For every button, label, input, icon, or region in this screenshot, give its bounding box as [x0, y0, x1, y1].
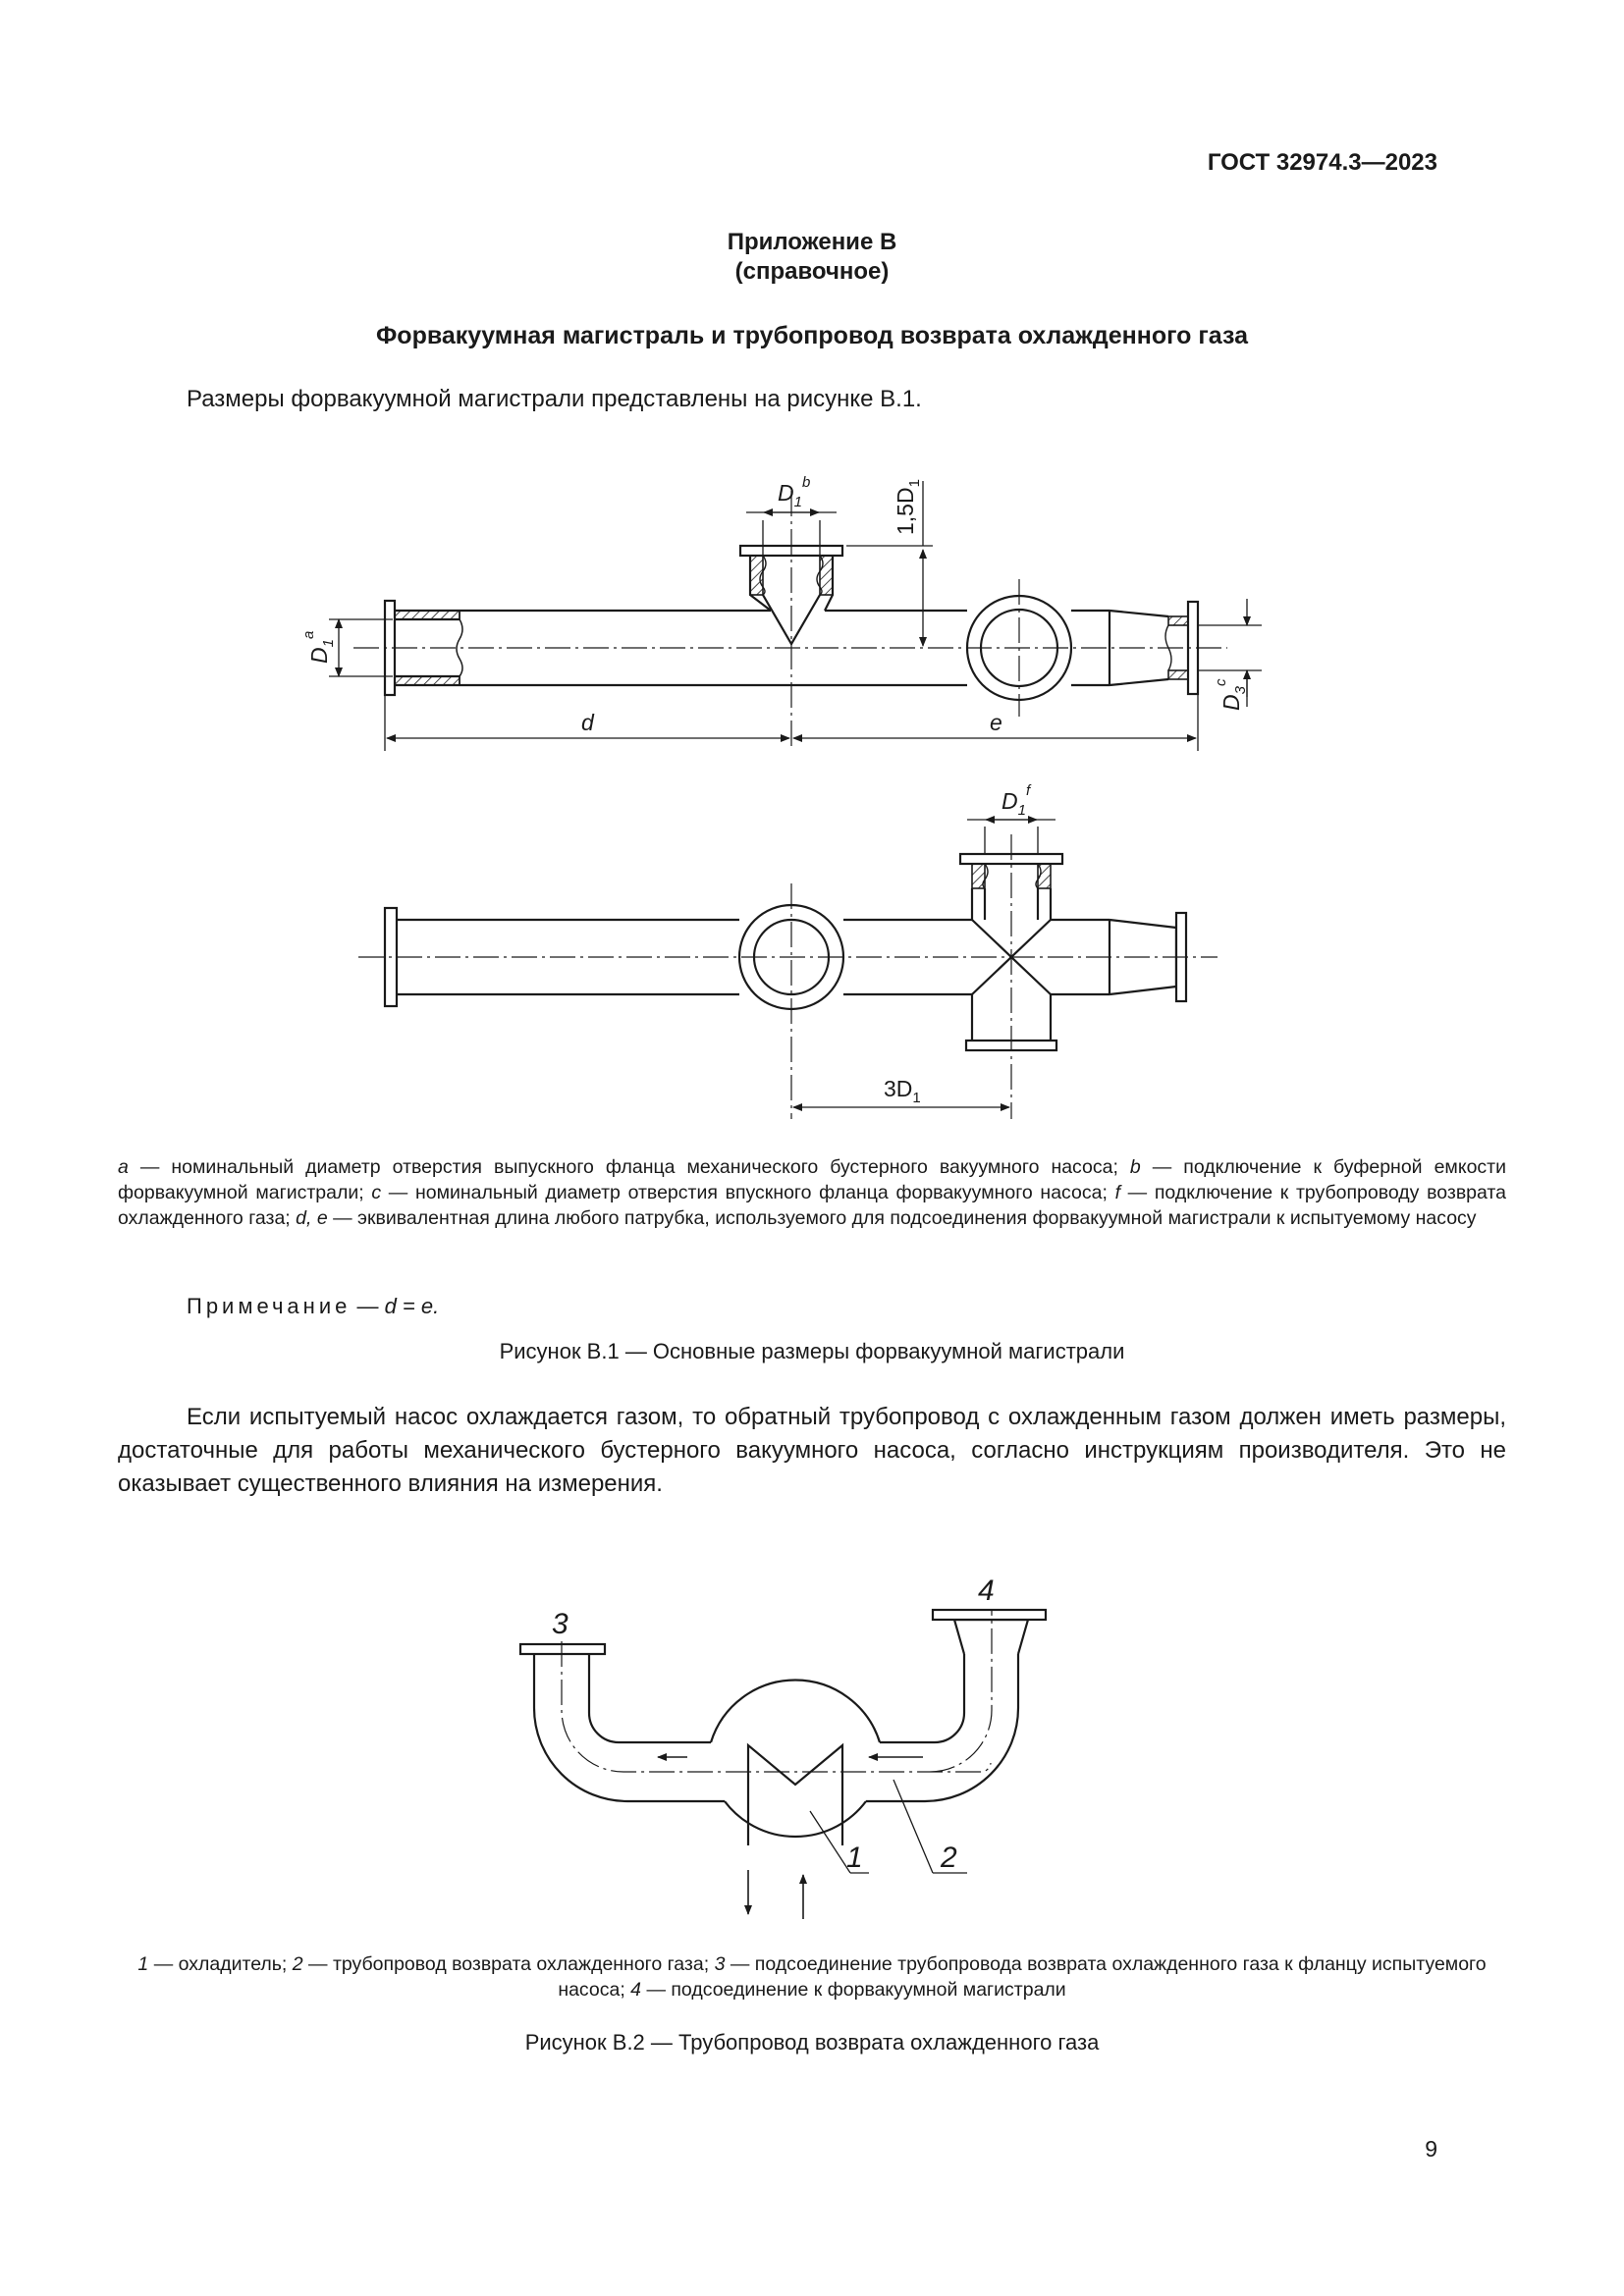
appendix-title: Приложение В	[727, 229, 897, 255]
label-d1-b: $D_1^b$	[778, 474, 811, 510]
cooled-gas-return-pipeline	[520, 1610, 1046, 1845]
label-3-d1: $3D_1$	[884, 1076, 921, 1106]
figure1-caption: Рисунок В.1 — Основные размеры форвакуумной магистрали	[499, 1339, 1125, 1363]
figure2-caption: Рисунок В.2 — Трубопровод возврата охлажденного газа	[524, 2030, 1100, 2055]
body-paragraph: Если испытуемый насос охлаждается газом, то обратный трубопровод с охлажденным газом должен иметь размеры, достаточные для работы механического бустерного вакуумного насоса, согласно инструкциям производителя. Это не оказывает существенного влияния на измерения.	[118, 1404, 1506, 1497]
label-1: 1	[846, 1842, 863, 1874]
label-3: 3	[552, 1608, 568, 1640]
figure2-legend: 1 — охладитель; 2 — трубопровод возврата охлажденного газа; 3 — подсоединение трубопровода возврата охлажденного газа к фланцу испытуемого насоса; 4 — подсоединение к форвакуумной магистрали	[137, 1953, 1487, 2001]
label-d3-c: $D_3^c$	[1213, 678, 1249, 711]
label-e: e	[990, 710, 1002, 735]
intro-paragraph: Размеры форвакуумной магистрали представлены на рисунке В.1.	[187, 386, 922, 412]
appendix-heading: Форвакуумная магистраль и трубопровод возврата охлажденного газа	[375, 322, 1249, 349]
document-standard-number: ГОСТ 32974.3—2023	[1207, 149, 1437, 176]
label-4: 4	[978, 1575, 995, 1607]
forevacuum-line-bottom-view	[385, 854, 1186, 1050]
appendix-subtitle: (справочное)	[734, 258, 890, 285]
label-d: d	[581, 710, 594, 735]
label-1-5-d1: $1,5D_1$	[893, 479, 923, 535]
figure1-note: Примечание — d = e.	[187, 1294, 440, 1318]
figure1-legend: a — номинальный диаметр отверстия выпускного фланца механического бустерного вакуумного насоса; b — подключение к буферной емкости форвакуумной магистрали; c — номинальный диаметр отверстия впускного фланца форвакуумного насоса; f — подключение к трубопроводу возврата охлажденного газа; d, e — эквивалентная длина любого патрубка, используемого для подсоединения форвакуумной магистрали к испытуемому насосу	[118, 1156, 1506, 1229]
label-d1-f: $D_1^f$	[1001, 782, 1031, 819]
label-2: 2	[941, 1842, 957, 1874]
label-d1-a: $D_1^a$	[300, 630, 337, 664]
page-number: 9	[1425, 2136, 1437, 2162]
